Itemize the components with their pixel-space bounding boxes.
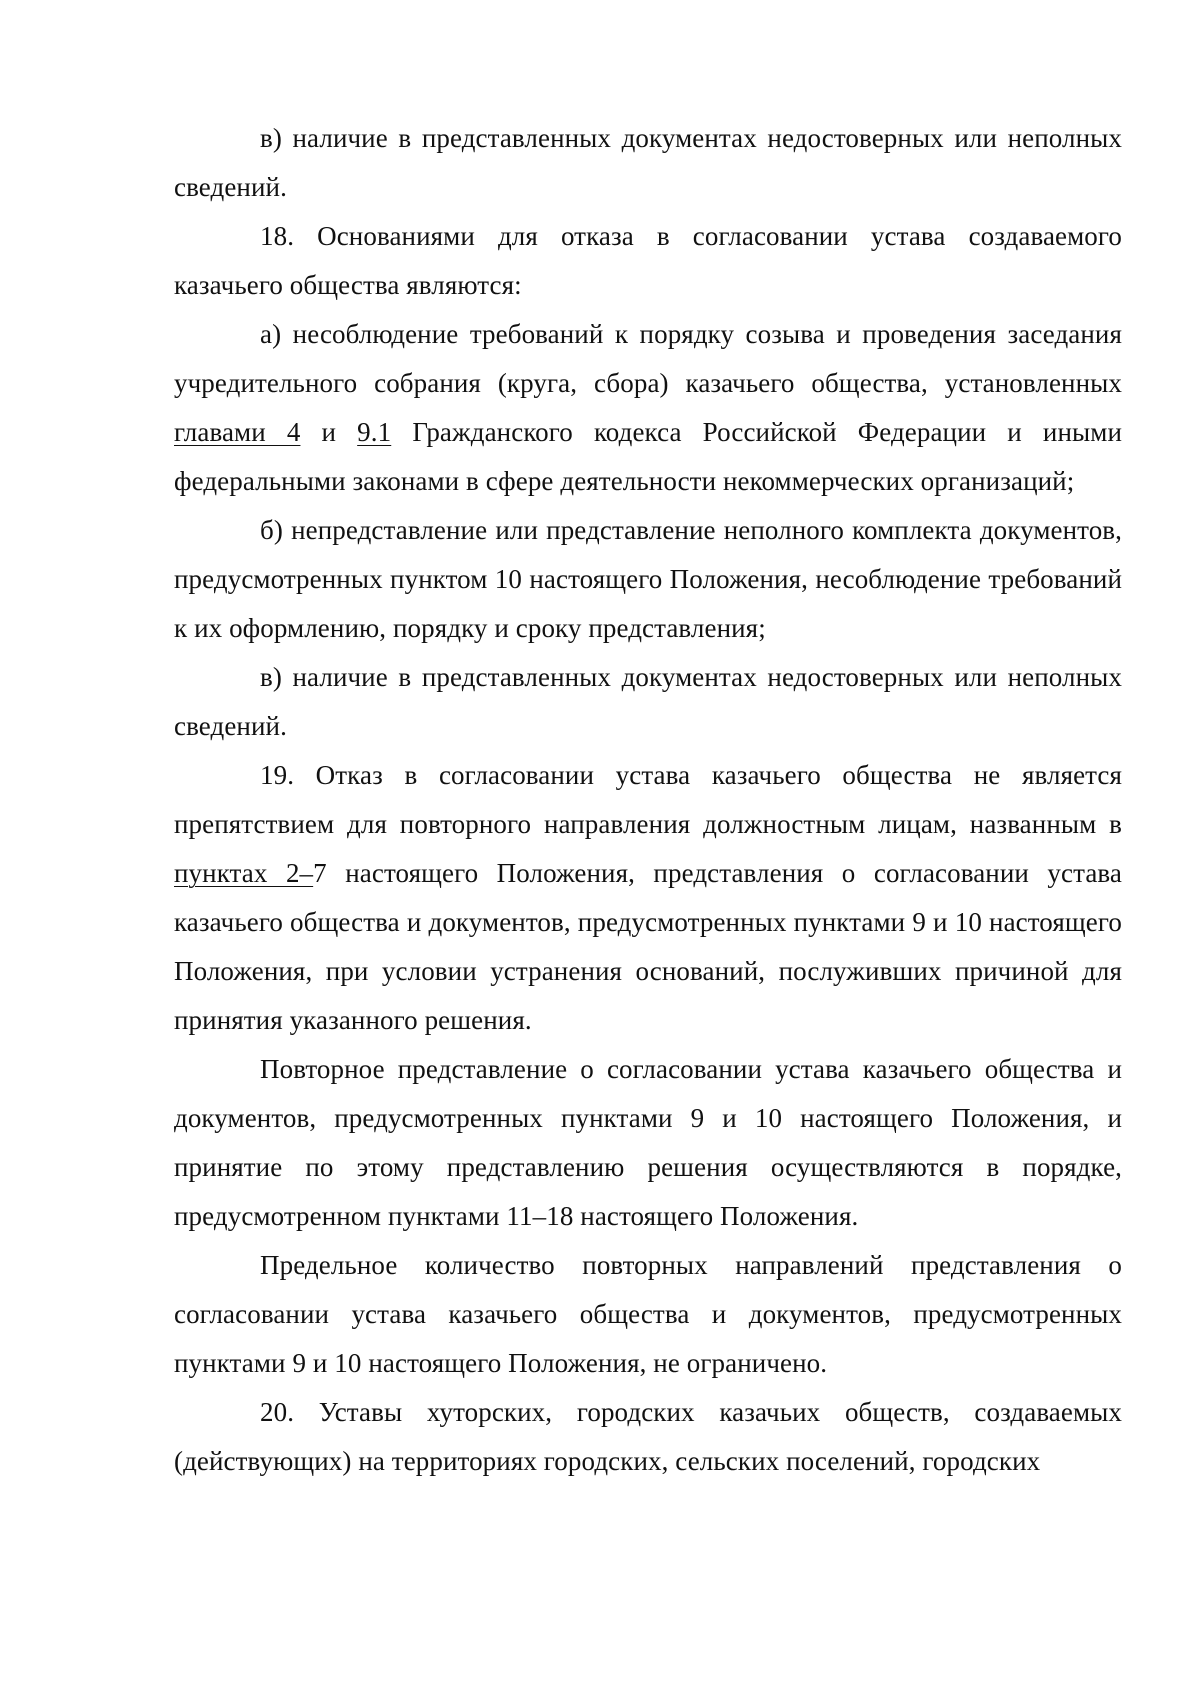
paragraph-19-repeat: Повторное представление о согласовании устава казачьего общества и документов, предусмотренных пунктами 9 и 10 настоящего Положения, и принятие по этому представлению решения осуществляются в порядке, предусмотренном пунктами 11–18 настоящего Положения. (174, 1054, 1122, 1231)
points-2-7-link[interactable]: пунктах 2– (174, 858, 314, 888)
paragraph-19-limit: Предельное количество повторных направлений представления о согласовании устава казачьего общества и документов, предусмотренных пунктами 9 и 10 настоящего Положения, не ограничено. (174, 1250, 1122, 1378)
paragraph-18b: б) непредставление или представление неполного комплекта документов, предусмотренных пунктом 10 настоящего Положения, несоблюдение требований к их оформлению, порядку и сроку представления; (174, 515, 1122, 643)
paragraph-19-text-end: 7 настоящего Положения, представления о согласовании устава казачьего общества и документов, предусмотренных пунктами 9 и 10 настоящего Положения, при условии устранения оснований, послуживших причиной для принятия указанного решения. (174, 858, 1122, 1035)
paragraph-18a-text-middle: и (300, 417, 358, 447)
paragraph-19-text-start: 19. Отказ в согласовании устава казачьего общества не является препятствием для повторного направления должностным лицам, названным в (174, 760, 1122, 839)
chapter-9-1-link[interactable]: 9.1 (357, 417, 392, 447)
paragraph-18a-text-end: Гражданского кодекса Российской Федерации и иными федеральными законами в сфере деятельности некоммерческих организаций; (174, 417, 1122, 496)
paragraph-19 (174, 751, 1122, 1045)
paragraph-18v: в) наличие в представленных документах недостоверных или неполных сведений. (174, 662, 1122, 741)
paragraph-20: 20. Уставы хуторских, городских казачьих обществ, создаваемых (действующих) на территориях городских, сельских поселений, городских (174, 1397, 1122, 1476)
chapter-4-link[interactable]: главами 4 (174, 417, 301, 447)
document-body (174, 114, 1122, 1486)
paragraph-17v: в) наличие в представленных документах недостоверных или неполных сведений. (174, 123, 1122, 202)
paragraph-18a-text-start: а) несоблюдение требований к порядку созыва и проведения заседания учредительного собрания (круга, сбора) казачьего общества, установленных (174, 319, 1122, 398)
paragraph-18a (174, 310, 1122, 506)
paragraph-18: 18. Основаниями для отказа в согласовании устава создаваемого казачьего общества являются: (174, 221, 1122, 300)
